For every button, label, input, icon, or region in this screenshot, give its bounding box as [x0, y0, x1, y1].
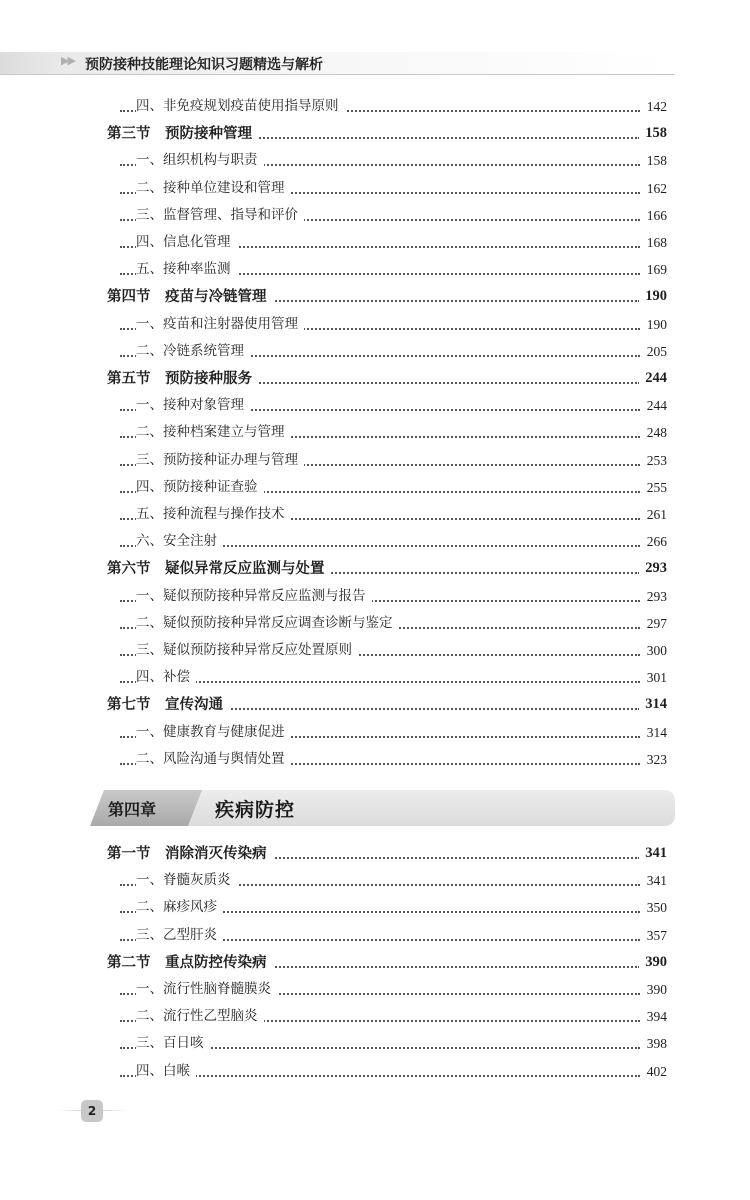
toc-section-row[interactable] [0, 283, 750, 310]
toc-item-label: 一、疫苗和注射器使用管理 [136, 311, 304, 338]
toc-item-row[interactable] [0, 664, 750, 691]
toc-item-label: 四、补偿 [136, 664, 196, 691]
toc-section-label: 第六节 疑似异常反应监测与处置 [107, 555, 331, 582]
toc-section-row[interactable] [0, 365, 750, 392]
toc-page-number: 314 [639, 691, 667, 718]
toc-section-label: 第七节 宣传沟通 [107, 691, 229, 718]
toc-page-number: 266 [641, 528, 667, 555]
toc-page-number: 300 [641, 637, 667, 664]
toc-section-label: 第四节 疫苗与冷链管理 [107, 283, 273, 310]
chapter-banner [90, 790, 675, 826]
toc-section-row[interactable] [0, 555, 750, 582]
toc-page-number: 301 [641, 664, 667, 691]
toc-item-label: 二、接种单位建设和管理 [136, 175, 291, 202]
toc-item-label: 一、健康教育与健康促进 [136, 719, 291, 746]
toc-item-label: 二、冷链系统管理 [136, 338, 250, 365]
toc-item-row[interactable] [0, 1003, 750, 1030]
toc-item-row[interactable] [0, 175, 750, 202]
toc-item-label: 四、预防接种证查验 [136, 474, 264, 501]
toc-page-number: 253 [641, 447, 667, 474]
toc-item-row[interactable] [0, 229, 750, 256]
toc-item-row[interactable] [0, 447, 750, 474]
toc-item-row[interactable] [0, 528, 750, 555]
toc-section-label: 第三节 预防接种管理 [107, 120, 258, 147]
toc-section-row[interactable] [0, 120, 750, 147]
toc-item-label: 一、组织机构与职责 [136, 147, 264, 174]
toc-section-row[interactable] [0, 949, 750, 976]
toc-item-label: 一、脊髓灰质炎 [136, 867, 237, 894]
double-arrow-icon: ▶▶ [61, 54, 74, 67]
page-number: 2 [81, 1100, 103, 1122]
chapter-title: 疾病防控 [215, 799, 296, 821]
toc-item-row[interactable] [0, 501, 750, 528]
toc-item-row[interactable] [0, 894, 750, 921]
toc-page-number: 261 [641, 501, 667, 528]
toc-page-number: 162 [641, 175, 667, 202]
toc-item-label: 一、流行性脑脊髓膜炎 [136, 976, 277, 1003]
toc-item-label: 四、信息化管理 [136, 229, 237, 256]
toc-item-row[interactable] [0, 1030, 750, 1057]
toc-item-label: 五、接种率监测 [136, 256, 237, 283]
toc-page-number: 190 [641, 311, 667, 338]
toc-page-number: 158 [639, 120, 667, 147]
toc-section-label: 第一节 消除消灭传染病 [107, 840, 273, 867]
toc-page-number: 341 [639, 840, 667, 867]
dot-leader [120, 681, 640, 683]
toc-item-label: 二、疑似预防接种异常反应调查诊断与鉴定 [136, 610, 399, 637]
toc-item-row[interactable] [0, 147, 750, 174]
book-title: 预防接种技能理论知识习题精选与解析 [85, 57, 323, 73]
toc-item-row[interactable] [0, 1058, 750, 1085]
toc-item-row[interactable] [0, 311, 750, 338]
toc-item-row[interactable] [0, 583, 750, 610]
toc-item-row[interactable] [0, 867, 750, 894]
toc-page-number: 390 [639, 949, 667, 976]
toc-item-row[interactable] [0, 338, 750, 365]
toc-page-number: 398 [641, 1030, 667, 1057]
toc-page-number: 255 [641, 474, 667, 501]
toc-page-number: 205 [641, 338, 667, 365]
toc-page-number: 244 [641, 392, 667, 419]
toc-item-label: 六、安全注射 [136, 528, 223, 555]
toc-item-row[interactable] [0, 610, 750, 637]
toc-page-number: 357 [641, 922, 667, 949]
toc-item-row[interactable] [0, 719, 750, 746]
toc-item-label: 五、接种流程与操作技术 [136, 501, 291, 528]
toc-page-number: 323 [641, 746, 667, 773]
toc-page-number: 248 [641, 419, 667, 446]
toc-page-number: 169 [641, 256, 667, 283]
toc-page-number: 168 [641, 229, 667, 256]
toc-page-number: 190 [639, 283, 667, 310]
toc-page-number: 314 [641, 719, 667, 746]
toc-page-number: 142 [641, 93, 667, 120]
toc-item-label: 一、疑似预防接种异常反应监测与报告 [136, 583, 372, 610]
toc-item-label: 二、风险沟通与舆情处置 [136, 746, 291, 773]
toc-section-label: 第五节 预防接种服务 [107, 365, 258, 392]
toc-page-number: 394 [641, 1003, 667, 1030]
page-footer [58, 1098, 128, 1124]
toc-section-row[interactable] [0, 691, 750, 718]
toc-item-row[interactable] [0, 419, 750, 446]
toc-item-label: 三、监督管理、指导和评价 [136, 202, 304, 229]
toc-item-label: 三、乙型肝炎 [136, 922, 223, 949]
toc-item-row[interactable] [0, 746, 750, 773]
toc-item-row[interactable] [0, 976, 750, 1003]
toc-item-row[interactable] [0, 637, 750, 664]
toc-item-label: 二、麻疹风疹 [136, 894, 223, 921]
toc-page-number: 390 [641, 976, 667, 1003]
toc-item-row[interactable] [0, 256, 750, 283]
toc-item-row[interactable] [0, 392, 750, 419]
toc-item-label: 四、白喉 [136, 1058, 196, 1085]
toc-item-label: 三、预防接种证办理与管理 [136, 447, 304, 474]
toc-page-number: 166 [641, 202, 667, 229]
toc-section-row[interactable] [0, 840, 750, 867]
toc-item-row[interactable] [0, 474, 750, 501]
toc-section-label: 第二节 重点防控传染病 [107, 949, 273, 976]
toc-item-label: 二、流行性乙型脑炎 [136, 1003, 264, 1030]
toc-item-label: 一、接种对象管理 [136, 392, 250, 419]
toc-item-row[interactable] [0, 93, 750, 120]
toc-page-number: 293 [641, 583, 667, 610]
toc-item-label: 二、接种档案建立与管理 [136, 419, 291, 446]
toc-page-number: 293 [639, 555, 667, 582]
running-header [0, 52, 675, 76]
toc-item-label: 三、疑似预防接种异常反应处置原则 [136, 637, 358, 664]
toc-page-number: 297 [641, 610, 667, 637]
chapter-number: 第四章 [108, 800, 157, 819]
toc-item-label: 四、非免疫规划疫苗使用指导原则 [136, 93, 345, 120]
toc-item-row[interactable] [0, 922, 750, 949]
toc-page-number: 244 [639, 365, 667, 392]
toc-page-number: 350 [641, 894, 667, 921]
toc-page-number: 341 [641, 867, 667, 894]
toc-page-number: 402 [641, 1058, 667, 1085]
dot-leader [120, 1075, 640, 1077]
toc-item-label: 三、百日咳 [136, 1030, 210, 1057]
toc-item-row[interactable] [0, 202, 750, 229]
toc-page-number: 158 [641, 147, 667, 174]
